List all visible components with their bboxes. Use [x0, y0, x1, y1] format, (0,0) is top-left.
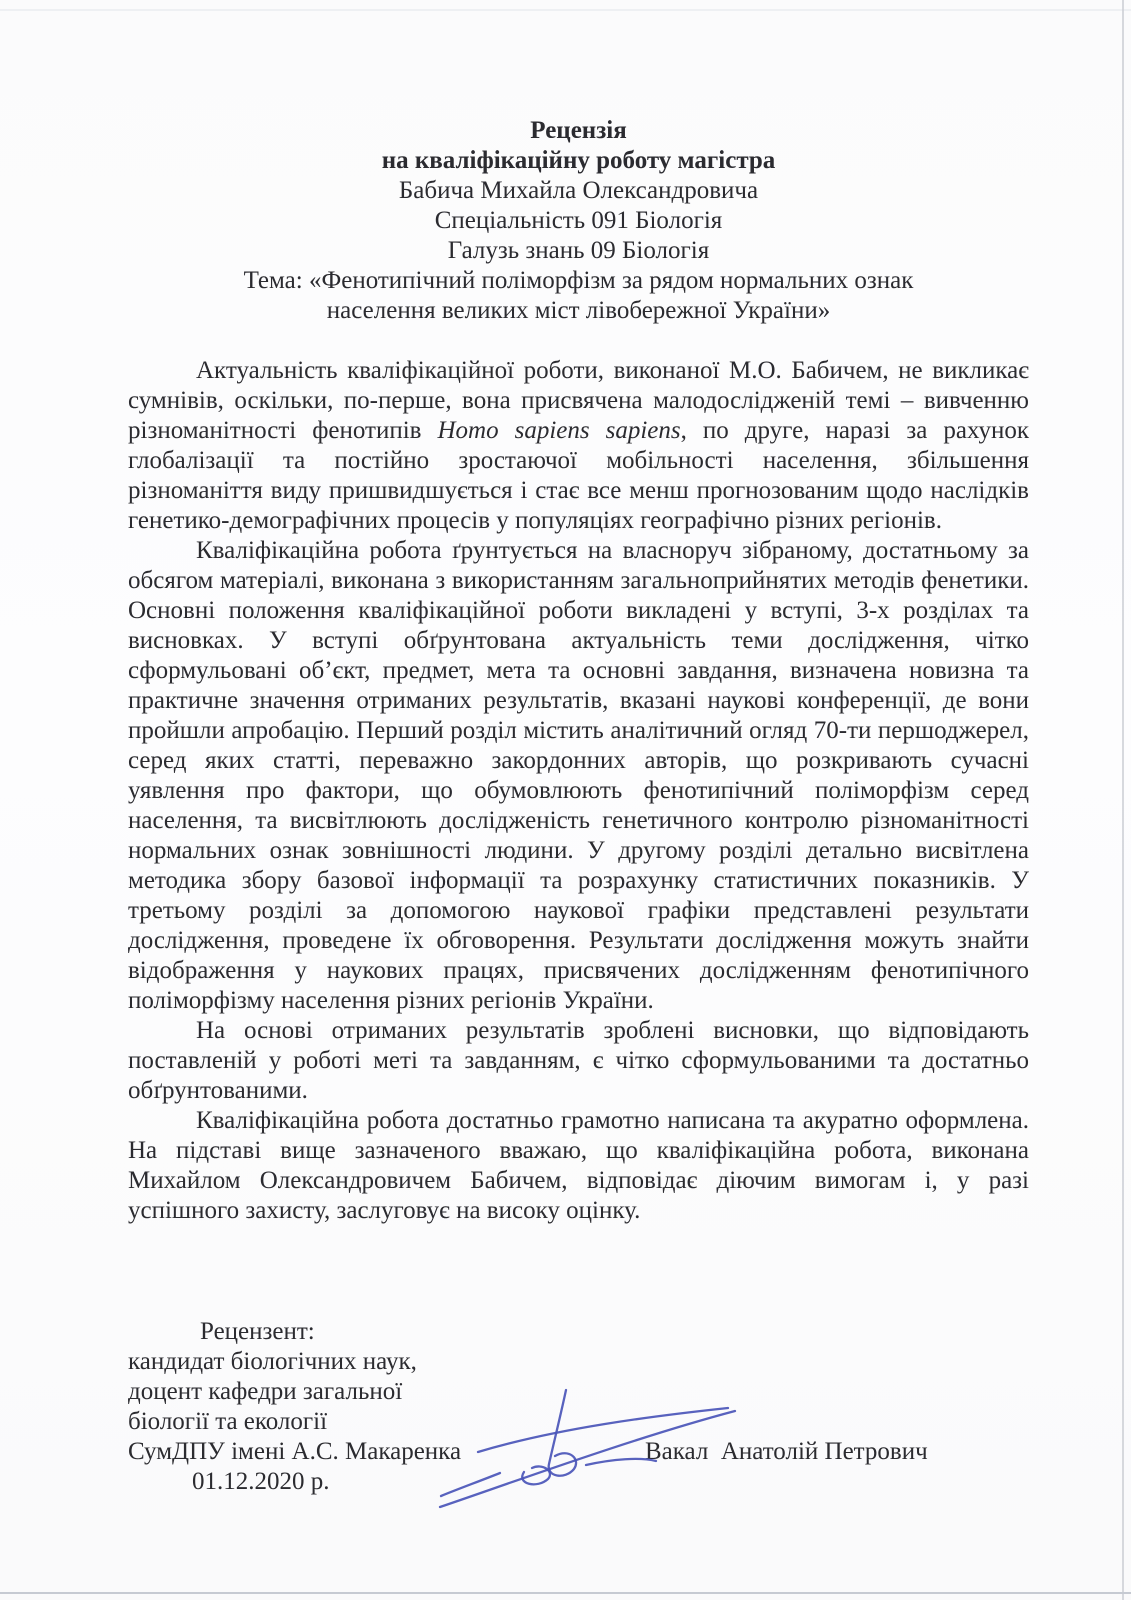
paragraph-relevance-pre: Актуальність кваліфікаційної роботи, виконаної М.О. Бабичем, не викликає сумнівів, оскільки, по-перше, вона присвячена малодослідженій темі – вивченню різноманітності фенотипів	[128, 357, 1029, 444]
paragraph-assessment: Кваліфікаційна робота достатньо грамотно написана та акуратно оформлена. На підставі вище зазначеного вважаю, що кваліфікаційна робота, виконана Михайлом Олександровичем Бабичем, відповідає діючим вимогам і, у разі успішного захисту, заслуговує на високу оцінку.	[128, 1107, 1029, 1224]
reviewer-label: Рецензент:	[200, 1318, 315, 1345]
topic-line-1: Тема: «Фенотипічний поліморфізм за рядом нормальних ознак	[243, 267, 914, 294]
scan-edge-bottom	[0, 1592, 1131, 1594]
species-name-italic: Homo sapiens sapiens	[437, 417, 681, 444]
paragraph-conclusions: На основі отриманих результатів зроблені висновки, що відповідають поставленій у роботі меті та завданням, є чітко сформульованими та достатньо обґрунтованими.	[128, 1017, 1029, 1104]
review-subtitle: на кваліфікаційну роботу магістра	[381, 147, 776, 174]
credential-line-3: біології та екології	[128, 1408, 328, 1435]
review-date: 01.12.2020 р.	[192, 1468, 330, 1495]
handwritten-signature-icon	[438, 1376, 740, 1514]
knowledge-field-line: Галузь знань 09 Біологія	[447, 237, 710, 264]
document-content	[128, 116, 1029, 1226]
paragraph-relevance-post: , по друге, наразі за рахунок глобалізації та постійно зростаючої мобільності населення, збільшення різноманіття виду пришвидшується і стає все менш прогнозованим щодо наслідків генетико-демографічних процесів у популяціях географічно різних регіонів.	[128, 417, 1030, 534]
credential-line-1: кандидат біологічних наук,	[128, 1348, 417, 1375]
candidate-name: Бабича Михайла Олександровича	[398, 177, 759, 204]
document-header	[128, 116, 1029, 326]
document-body	[128, 356, 1029, 1226]
specialty-line: Спеціальність 091 Біологія	[434, 207, 723, 234]
review-title: Рецензія	[530, 117, 627, 144]
paragraph-structure: Кваліфікаційна робота ґрунтується на власноруч зібраному, достатньому за обсягом матеріалі, виконана з використанням загальноприйнятих методів фенетики. Основні положення кваліфікаційної роботи викладені у вступі, 3-х розділах та висновках. У вступі обґрунтована актуальність теми дослідження, чітко сформульовані об’єкт, предмет, мета та основні завдання, визначена новизна та практичне значення отриманих результатів, вказані наукові конференції, де вони пройшли апробацію. Перший розділ містить аналітичний огляд 70-ти першоджерел, серед яких статті, переважно закордонних авторів, що розкривають сучасні уявлення про фактори, що обумовлюють фенотипічний поліморфізм серед населення, та висвітлюють дослідженість генетичного контролю різноманітності нормальних ознак зовнішності людини. У другому розділі детально висвітлена методика збору базової інформації та розрахунку статистичних показників. У третьому розділі за допомогою наукової графіки представлені результати дослідження, проведене їх обговорення. Результати дослідження можуть знайти відображення у наукових працях, присвячених дослідженням фенотипічного поліморфізму населення різних регіонів України.	[128, 537, 1029, 1014]
topic-line-2: населення великих міст лівобережної України»	[326, 297, 831, 324]
reviewer-name: Вакал Анатолій Петрович	[645, 1438, 928, 1465]
institution-name: СумДПУ імені А.С. Макаренка	[128, 1438, 462, 1465]
paragraph-relevance	[128, 356, 1029, 536]
scan-edge-right	[1122, 0, 1124, 1600]
scan-edge-top	[0, 9, 1131, 11]
credential-line-2: доцент кафедри загальної	[128, 1378, 403, 1405]
